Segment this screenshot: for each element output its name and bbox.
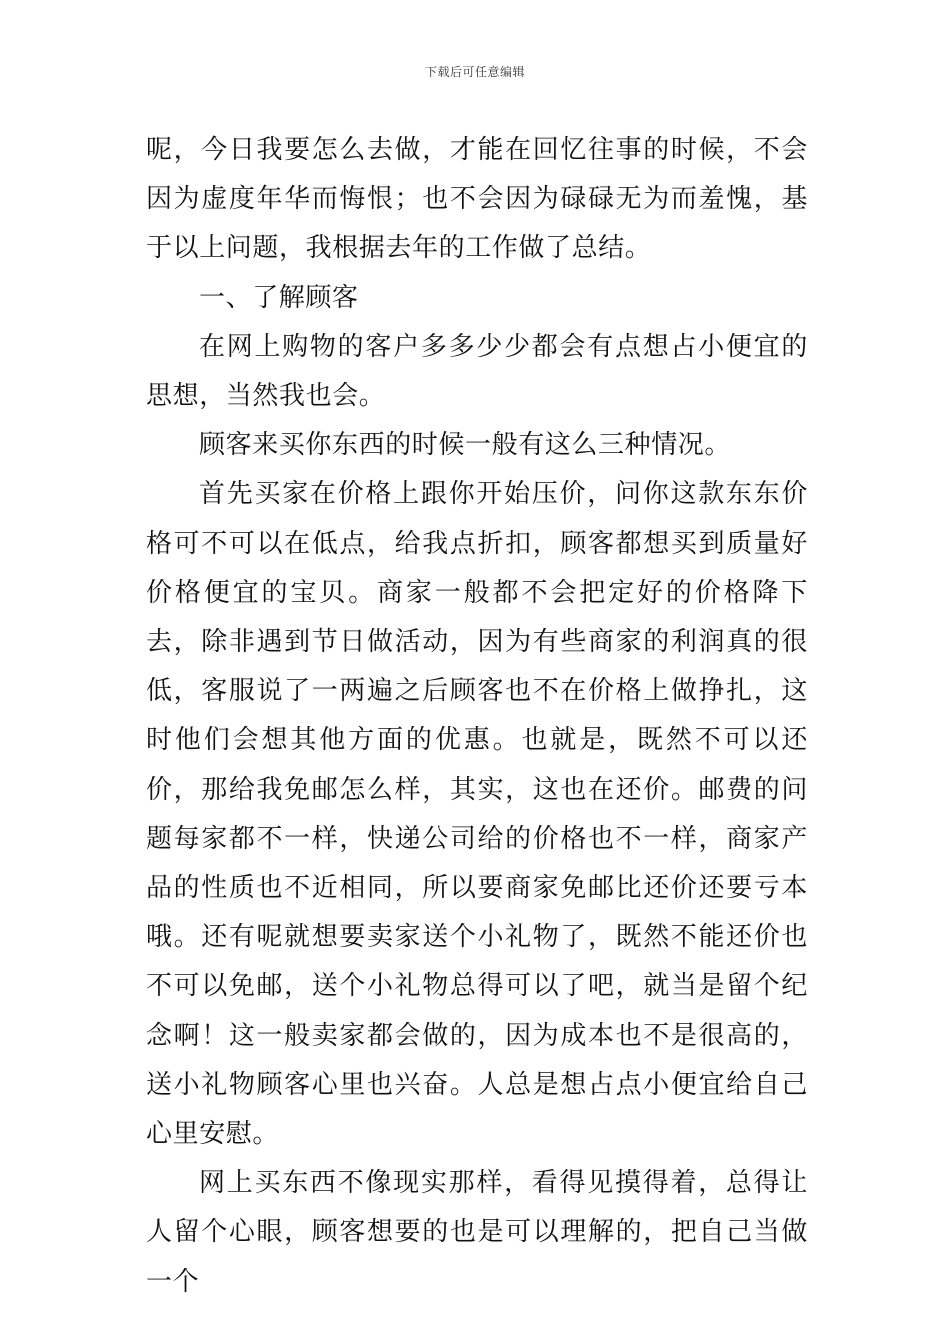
paragraph: 网上买东西不像现实那样，看得见摸得着，总得让人留个心眼，顾客想要的也是可以理解的，把自己当做一个 [146,1168,808,1297]
document-body [146,126,808,1307]
paragraph: 首先买家在价格上跟你开始压价，问你这款东东价格可不可以在低点，给我点折扣，顾客都想买到质量好价格便宜的宝贝。商家一般都不会把定好的价格降下去，除非遇到节日做活动，因为有些商家的利润真的很低，客服说了一两遍之后顾客也不在价格上做挣扎，这时他们会想其他方面的优惠。也就是，既然不可以还价，那给我免邮怎么样，其实，这也在还价。邮费的问题每家都不一样，快递公司给的价格也不一样，商家产品的性质也不近相同，所以要商家免邮比还价还要亏本哦。还有呢就想要卖家送个小礼物了，既然不能还价也不可以免邮，送个小礼物总得可以了吧，就当是留个纪念啊！这一般卖家都会做的，因为成本也不是很高的，送小礼物顾客心里也兴奋。人总是想占点小便宜给自己心里安慰。 [146,479,808,1150]
section-heading: 一、了解顾客 [199,282,359,313]
paragraph: 顾客来买你东西的时候一般有这么三种情况。 [199,430,732,461]
paragraph: 在网上购物的客户多多少少都会有点想占小便宜的思想，当然我也会。 [146,331,808,412]
paragraph-continuation: 呢，今日我要怎么去做，才能在回忆往事的时候，不会因为虚度年华而悔恨；也不会因为碌碌无为而羞愧，基于以上问题，我根据去年的工作做了总结。 [146,135,808,264]
page-header: 下载后可任意编辑 [424,65,525,79]
